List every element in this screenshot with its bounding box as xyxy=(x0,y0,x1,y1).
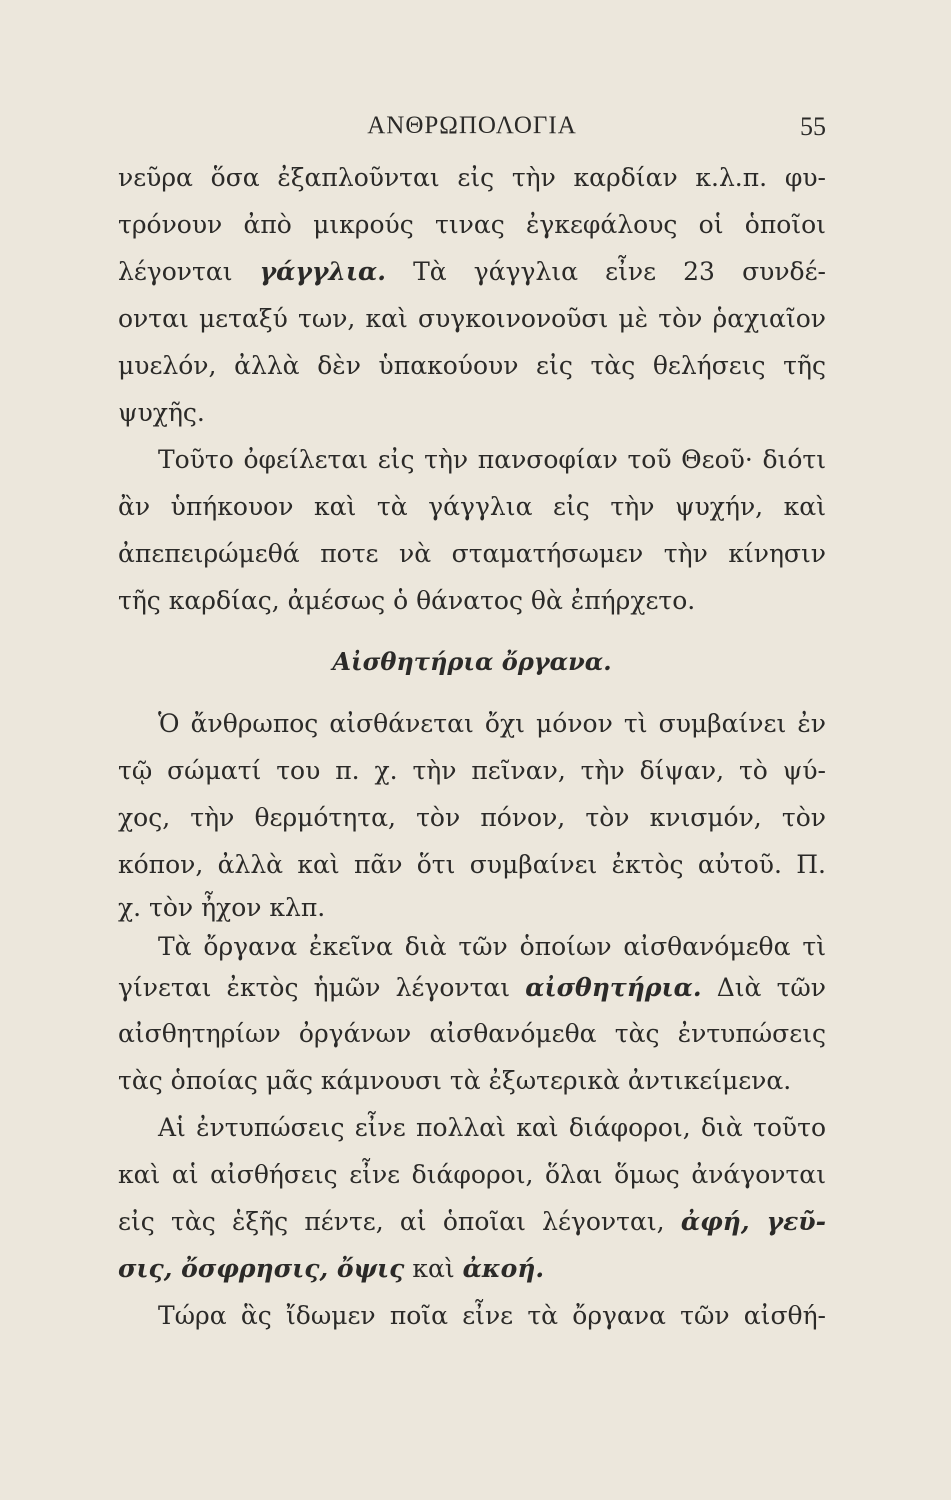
bold-term: αἰσθητήρια. xyxy=(525,973,702,1002)
text-line: τῆς καρδίας, ἀμέσως ὁ θάνατος θὰ ἐπήρχετο. xyxy=(118,586,696,615)
text-line xyxy=(118,1249,826,1289)
text-line: Τοῦτο ὀφείλεται εἰς τὴν πανσοφίαν τοῦ Θεοῦ· διότι xyxy=(158,445,826,474)
text-line: τρόνουν ἀπὸ μικρούς τινας ἐγκεφάλους οἱ ὁποῖοι xyxy=(118,210,826,239)
bold-term: σις, ὄσφρησις, ὄψις xyxy=(118,1254,405,1283)
text-line xyxy=(118,968,826,1008)
page-number: 55 xyxy=(800,112,826,141)
text-line: νεῦρα ὅσα ἐξαπλοῦνται εἰς τὴν καρδίαν κ.λ.π. φυ- xyxy=(118,163,826,192)
text-line: ἀπεπειρώμεθά ποτε νὰ σταματήσωμεν τὴν κίνησιν xyxy=(118,539,826,568)
text-span: Διὰ τῶν xyxy=(716,973,827,1002)
text-line: αἰσθητηρίων ὀργάνων αἰσθανόμεθα τὰς ἐντυπώσεις xyxy=(118,1019,826,1048)
text-line: Τώρα ἃς ἴδωμεν ποῖα εἶνε τὰ ὄργανα τῶν αἰσθή- xyxy=(158,1301,826,1330)
bold-term: γάγγλια. xyxy=(259,257,386,286)
text-span: καὶ xyxy=(412,1254,455,1283)
text-line: ἂν ὑπήκουον καὶ τὰ γάγγλια εἰς τὴν ψυχήν, καὶ xyxy=(118,492,826,521)
text-line: Τὰ ὄργανα ἐκεῖνα διὰ τῶν ὁποίων αἰσθανόμεθα τὶ xyxy=(158,932,826,961)
section-heading: Αἰσθητήρια ὄργανα. xyxy=(332,647,612,676)
text-line: κόπον, ἀλλὰ καὶ πᾶν ὅτι συμβαίνει ἐκτὸς αὐτοῦ. Π. xyxy=(118,850,826,879)
running-header xyxy=(118,112,826,148)
text-line xyxy=(118,1202,826,1242)
bold-term: ἀφή, γεῦ- xyxy=(680,1207,826,1236)
text-line xyxy=(118,252,826,292)
header-title: ΑΝΘΡΩΠΟΛΟΓΙΑ xyxy=(367,112,577,139)
text-span: Τὰ γάγγλια εἶνε 23 συνδέ- xyxy=(413,257,826,286)
text-line: καὶ αἱ αἰσθήσεις εἶνε διάφοροι, ὅλαι ὅμως ἀνάγονται xyxy=(118,1160,826,1189)
text-line: τῷ σώματί του π. χ. τὴν πεῖναν, τὴν δίψαν, τὸ ψύ- xyxy=(118,756,826,785)
text-span: λέγονται xyxy=(118,257,233,286)
text-span: εἰς τὰς ἑξῆς πέντε, αἱ ὁποῖαι λέγονται, xyxy=(118,1207,665,1236)
text-line: τὰς ὁποίας μᾶς κάμνουσι τὰ ἐξωτερικὰ ἀντικείμενα. xyxy=(118,1066,792,1095)
text-line: Αἱ ἐντυπώσεις εἶνε πολλαὶ καὶ διάφοροι, διὰ τοῦτο xyxy=(158,1113,826,1142)
text-span: γίνεται ἐκτὸς ἡμῶν λέγονται xyxy=(118,973,511,1002)
text-line: χ. τὸν ἦχον κλπ. xyxy=(118,893,326,922)
text-line: μυελόν, ἀλλὰ δὲν ὑπακούουν εἰς τὰς θελήσεις τῆς xyxy=(118,351,826,380)
bold-term: ἀκοή. xyxy=(462,1254,545,1283)
text-line: ονται μεταξύ των, καὶ συγκοινονοῦσι μὲ τὸν ῥαχιαῖον xyxy=(118,304,826,333)
text-line: Ὁ ἄνθρωπος αἰσθάνεται ὄχι μόνον τὶ συμβαίνει ἐν xyxy=(158,709,826,738)
text-line: χος, τὴν θερμότητα, τὸν πόνον, τὸν κνισμόν, τὸν xyxy=(118,803,826,832)
text-line: ψυχῆς. xyxy=(118,398,205,427)
